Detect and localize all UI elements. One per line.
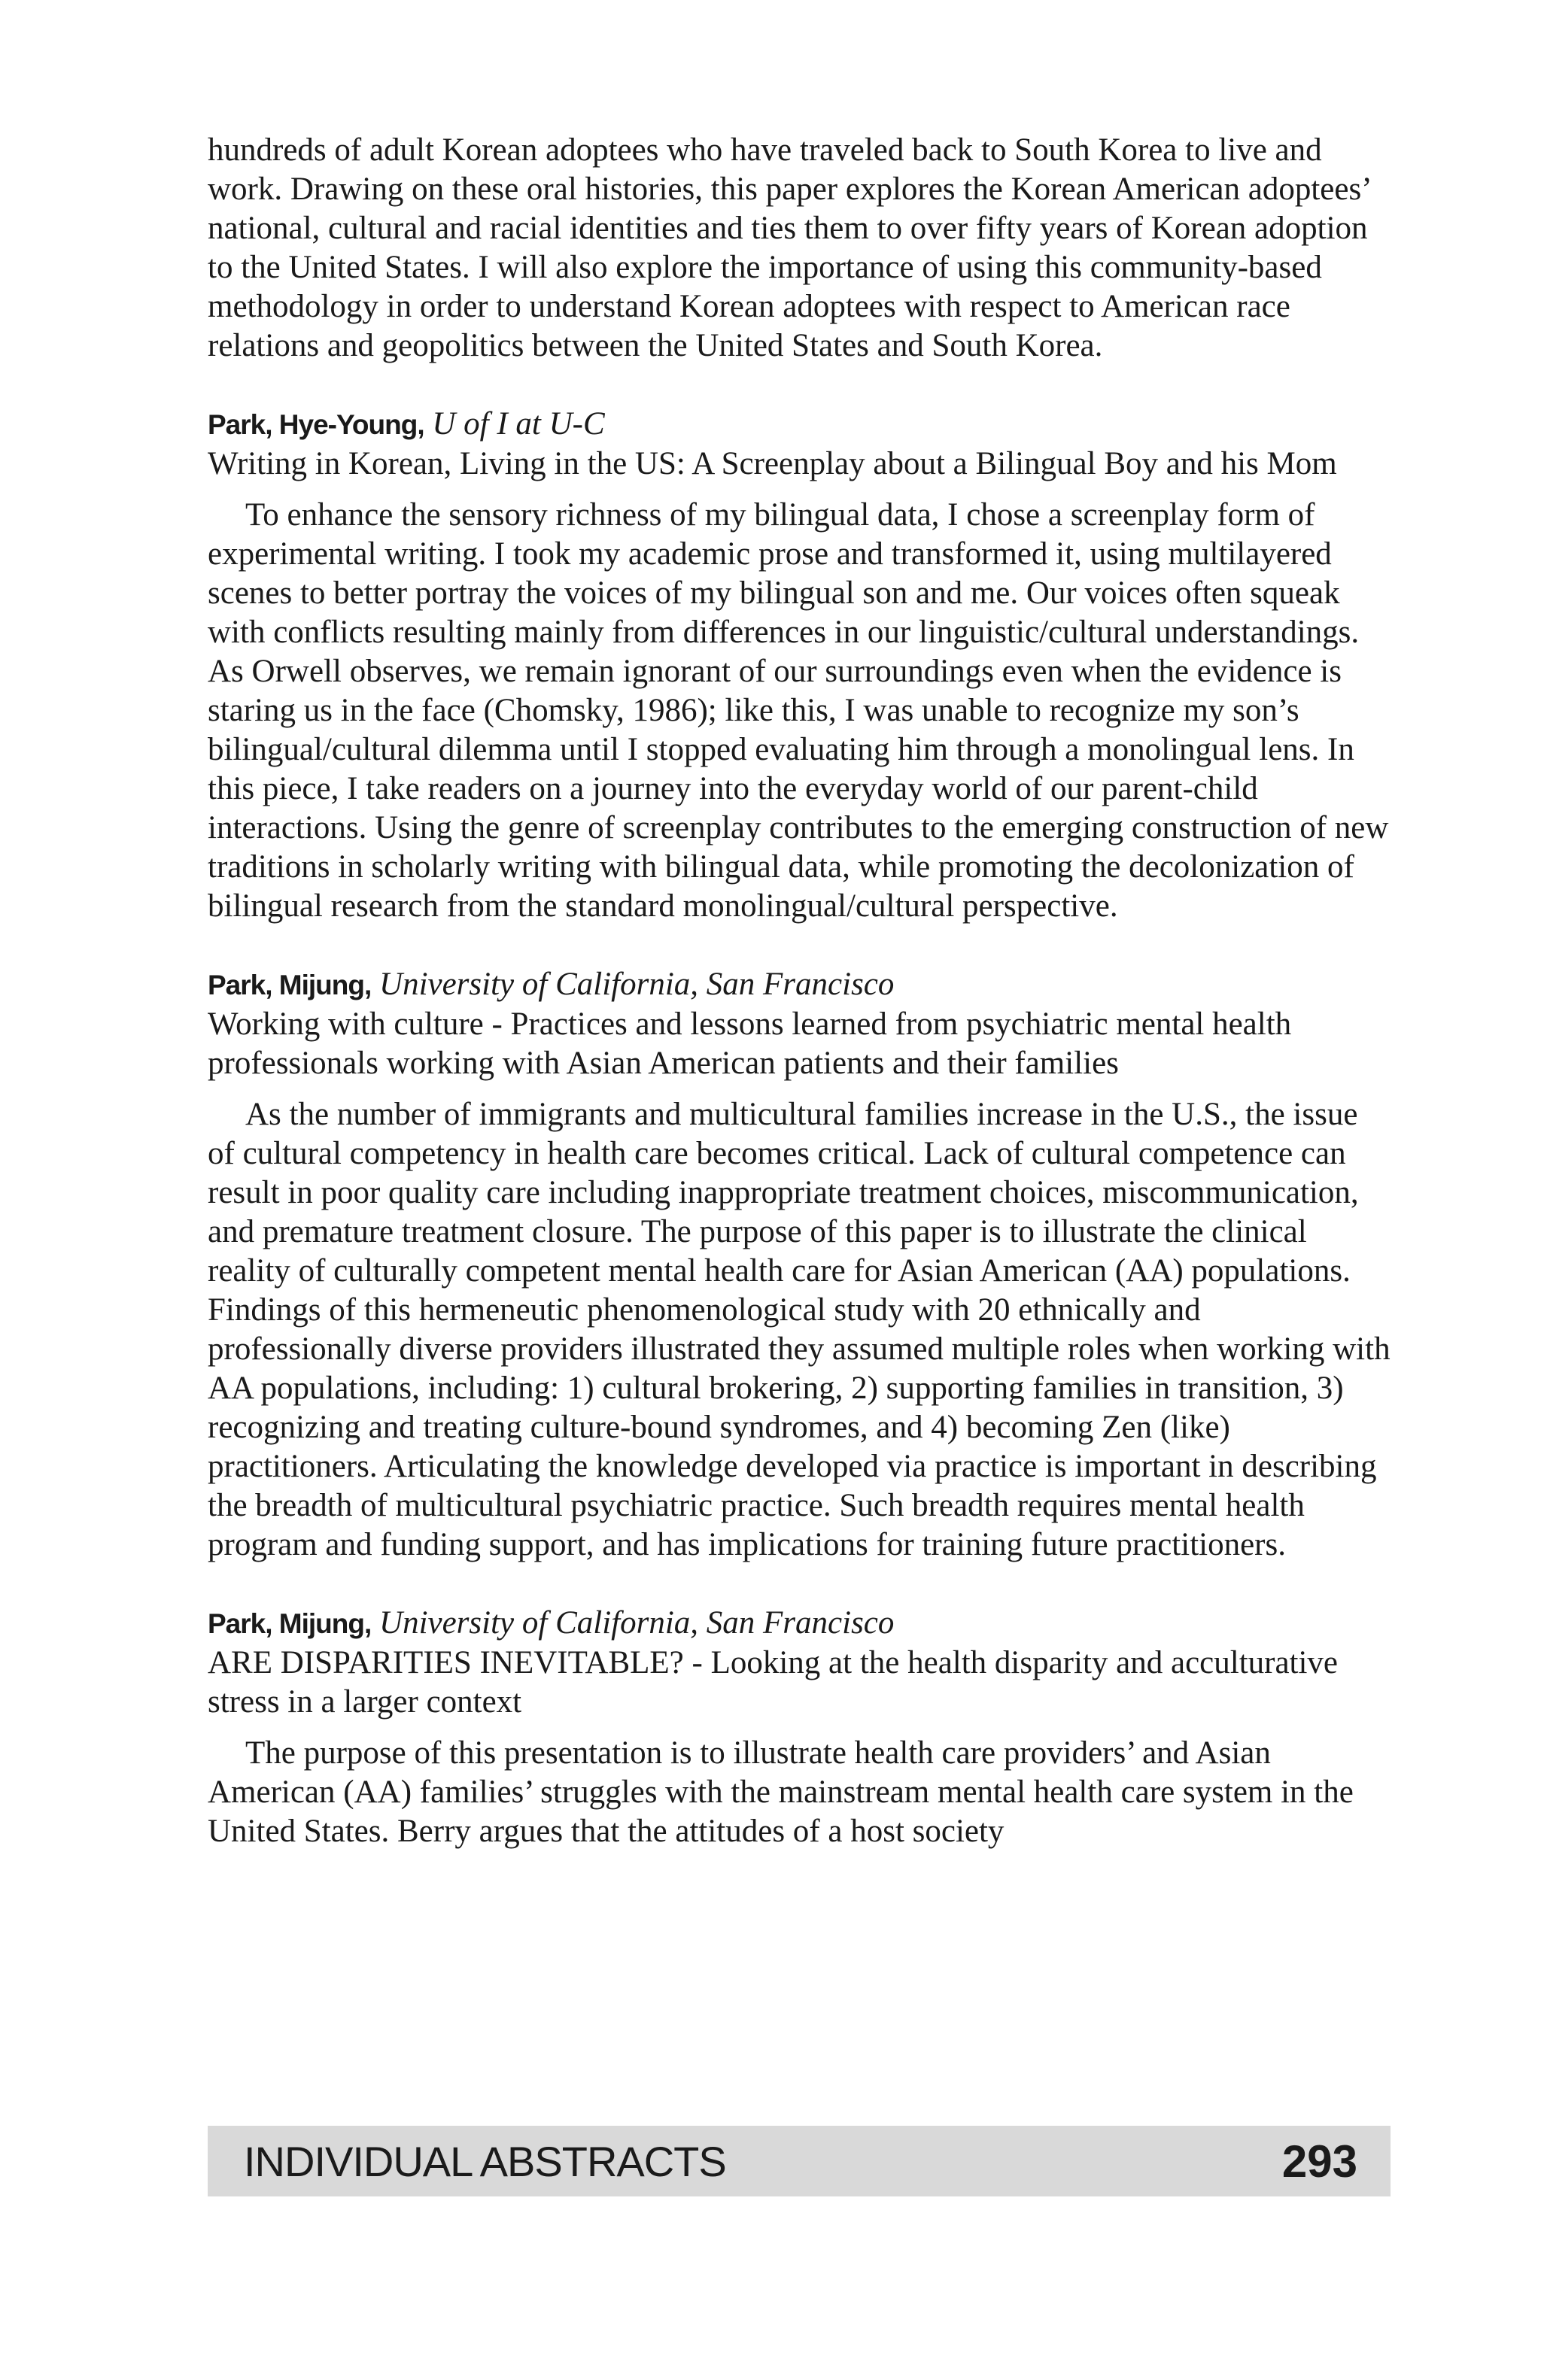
page-footer xyxy=(208,2126,1391,2196)
abstract-body: To enhance the sensory richness of my bilingual data, I chose a screenplay form of experimental writing. I took my academic prose and transformed it, using multilayered scenes to better portray the voices of my bilingual son and me. Our voices often squeak with conflicts resulting mainly from differences in our linguistic/cultural understandings. As Orwell observes, we remain ignorant of our surroundings even when the evidence is staring us in the face (Chomsky, 1986); like this, I was unable to recognize my son’s bilingual/cultural dilemma until I stopped evaluating him through a monolingual lens. In this piece, I take readers on a journey into the everyday world of our parent-child interactions. Using the genre of screenplay contributes to the emerging construction of new traditions in scholarly writing with bilingual data, while promoting the decolonization of bilingual research from the standard monolingual/cultural perspective. xyxy=(208,497,1389,924)
author-affiliation: University of California, San Francisco xyxy=(379,967,895,1002)
section-label: INDIVIDUAL ABSTRACTS xyxy=(244,2137,726,2185)
abstract-title: Working with culture - Practices and lessons learned from psychiatric mental health professionals working with Asian American patients and their families xyxy=(208,1006,1292,1081)
author-name: Park, Mijung, xyxy=(208,1608,372,1639)
page-number: 293 xyxy=(1281,2136,1357,2187)
page-content xyxy=(208,131,1391,1851)
author-name: Park, Hye-Young, xyxy=(208,409,424,440)
abstract-entry xyxy=(208,1604,1391,1851)
abstract-entry xyxy=(208,965,1391,1565)
author-affiliation: U of I at U-C xyxy=(432,406,605,442)
author-line xyxy=(208,1604,1391,1644)
author-affiliation: University of California, San Francisco xyxy=(379,1605,895,1641)
author-name: Park, Mijung, xyxy=(208,970,372,1000)
abstract-title: ARE DISPARITIES INEVITABLE? - Looking at the health disparity and acculturative stress in a larger context xyxy=(208,1645,1339,1720)
abstract-body: As the number of immigrants and multicultural families increase in the U.S., the issue of cultural competency in health care becomes critical. Lack of cultural competence can result in poor quality care including inappropriate treatment choices, miscommunication, and premature treatment closure. The purpose of this paper is to illustrate the clinical reality of culturally competent mental health care for Asian American (AA) populations. Findings of this hermeneutic phenomenological study with 20 ethnically and professionally diverse providers illustrated they assumed multiple roles when working with AA populations, including: 1) cultural brokering, 2) supporting families in transition, 3) recognizing and treating culture-bound syndromes, and 4) becoming Zen (like) practitioners. Articulating the knowledge developed via practice is important in describing the breadth of multicultural psychiatric practice. Such breadth requires mental health program and funding support, and has implications for training future practitioners. xyxy=(208,1097,1391,1562)
author-line xyxy=(208,405,1391,445)
intro-paragraph: hundreds of adult Korean adoptees who have traveled back to South Korea to live and work. Drawing on these oral histories, this paper explores the Korean American adoptees’ national, cultural and racial identities and ties them to over fifty years of Korean adoption to the United States. I will also explore the importance of using this community-based methodology in order to understand Korean adoptees with respect to American race relations and geopolitics between the United States and South Korea. xyxy=(208,132,1370,363)
abstract-entry xyxy=(208,405,1391,926)
abstract-body: The purpose of this presentation is to illustrate health care providers’ and Asian American (AA) families’ struggles with the mainstream mental health care system in the United States. Berry argues that the attitudes of a host society xyxy=(208,1735,1354,1849)
abstract-title: Writing in Korean, Living in the US: A Screenplay about a Bilingual Boy and his Mom xyxy=(208,446,1337,481)
author-line xyxy=(208,965,1391,1005)
